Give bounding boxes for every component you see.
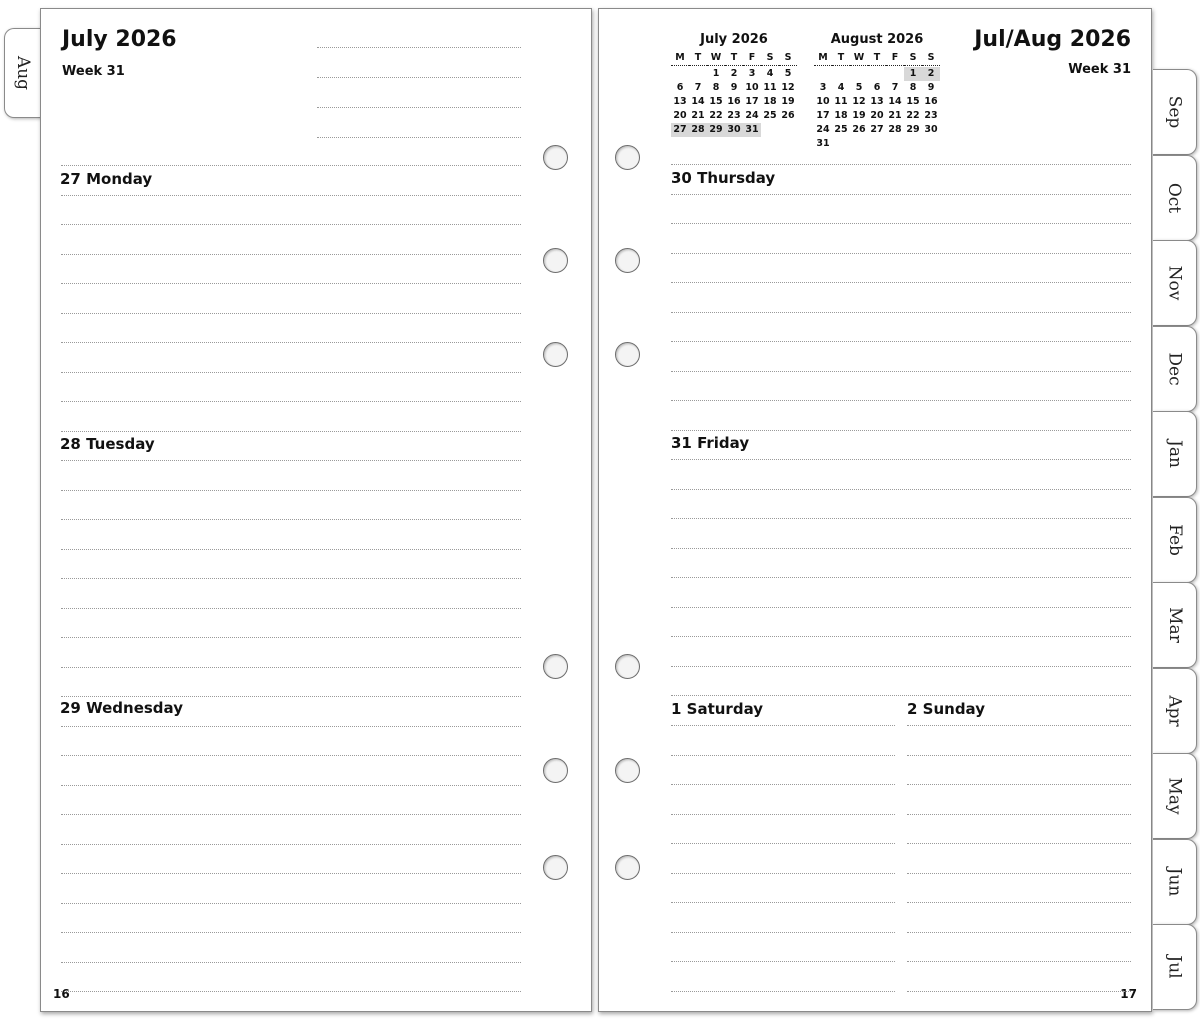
calendar-day[interactable]: 24 (745, 110, 759, 121)
month-tab-apr[interactable] (1153, 668, 1197, 754)
writing-line[interactable] (671, 991, 895, 992)
empty-cell (671, 67, 689, 81)
left-planner-page (40, 8, 592, 1012)
writing-line[interactable] (61, 962, 521, 963)
empty-cell (689, 67, 707, 81)
calendar-day[interactable]: 2 (730, 68, 738, 79)
day-header-sunday: 2 Sunday (907, 700, 985, 718)
calendar-day[interactable]: 11 (834, 96, 848, 107)
writing-line[interactable] (671, 312, 1131, 313)
writing-line[interactable] (907, 725, 1131, 726)
calendar-day[interactable]: 10 (745, 82, 759, 93)
writing-line[interactable] (907, 991, 1131, 992)
calendar-day[interactable]: 26 (852, 124, 866, 135)
mini-calendar-title: August 2026 (830, 32, 924, 47)
empty-cell (868, 67, 886, 81)
writing-line[interactable] (671, 282, 1131, 283)
calendar-day[interactable]: 16 (924, 96, 938, 107)
day-header-wednesday: 29 Wednesday (60, 699, 183, 717)
empty-cell (886, 67, 904, 81)
writing-line[interactable] (671, 194, 1131, 195)
writing-line[interactable] (317, 107, 521, 108)
calendar-day[interactable]: 15 (709, 96, 723, 107)
writing-line[interactable] (671, 961, 895, 962)
writing-line[interactable] (317, 137, 521, 138)
month-tab-label: Jan (1164, 440, 1185, 468)
writing-line[interactable] (61, 519, 521, 520)
binder-hole (615, 855, 640, 880)
binder-hole (543, 145, 568, 170)
calendar-day[interactable]: 31 (816, 138, 830, 149)
month-tab-feb[interactable] (1153, 497, 1197, 583)
writing-line[interactable] (907, 961, 1131, 962)
writing-line[interactable] (671, 518, 1131, 519)
month-tab-label: Mar (1164, 607, 1185, 643)
calendar-day[interactable]: 13 (673, 96, 687, 107)
month-tab-jun[interactable] (1153, 839, 1197, 925)
month-tab-label: Oct (1164, 182, 1185, 213)
calendar-day[interactable]: 5 (784, 68, 792, 79)
writing-line[interactable] (61, 195, 521, 196)
weekday-label: F (743, 51, 761, 66)
calendar-day[interactable]: 28 (689, 123, 707, 137)
calendar-day[interactable]: 10 (816, 96, 830, 107)
calendar-day[interactable]: 31 (743, 123, 761, 137)
calendar-day[interactable]: 5 (855, 82, 863, 93)
month-tab-may[interactable] (1153, 753, 1197, 839)
writing-line[interactable] (671, 843, 895, 844)
mini-calendar-grid (671, 51, 797, 137)
writing-line[interactable] (671, 164, 1131, 165)
writing-line[interactable] (61, 460, 521, 461)
day-header-thursday: 30 Thursday (671, 169, 776, 187)
writing-line[interactable] (671, 253, 1131, 254)
calendar-day[interactable]: 18 (834, 110, 848, 121)
month-tab-label: Aug (12, 55, 33, 91)
writing-line[interactable] (61, 578, 521, 579)
writing-line[interactable] (671, 548, 1131, 549)
week-label: Week 31 (1068, 62, 1131, 77)
empty-cell (832, 67, 850, 81)
calendar-day[interactable]: 12 (781, 82, 795, 93)
calendar-day[interactable]: 12 (852, 96, 866, 107)
weekday-label: W (850, 51, 868, 66)
calendar-day[interactable]: 22 (906, 110, 920, 121)
binder-hole (615, 248, 640, 273)
page-number: 16 (53, 987, 70, 1001)
weekday-label: T (689, 51, 707, 66)
writing-line[interactable] (671, 666, 1131, 667)
month-tab-label: Feb (1164, 523, 1185, 556)
calendar-day[interactable]: 11 (763, 82, 777, 93)
writing-line[interactable] (61, 165, 521, 166)
writing-line[interactable] (671, 341, 1131, 342)
calendar-day[interactable]: 24 (816, 124, 830, 135)
writing-line[interactable] (61, 372, 521, 373)
month-tab-jan[interactable] (1153, 411, 1197, 497)
writing-line[interactable] (61, 696, 521, 697)
binder-hole (615, 654, 640, 679)
mini-calendar-july (671, 31, 797, 137)
calendar-day[interactable]: 28 (888, 124, 902, 135)
calendar-day[interactable]: 4 (837, 82, 845, 93)
writing-line[interactable] (61, 667, 521, 668)
writing-line[interactable] (61, 283, 521, 284)
weekday-label: S (779, 51, 797, 66)
mini-calendar-august (814, 31, 940, 151)
month-tab-label: Jun (1164, 867, 1185, 896)
writing-line[interactable] (907, 932, 1131, 933)
calendar-day[interactable]: 14 (691, 96, 705, 107)
binder-hole (615, 145, 640, 170)
day-header-saturday: 1 Saturday (671, 700, 764, 718)
calendar-day[interactable]: 6 (873, 82, 881, 93)
writing-line[interactable] (61, 726, 521, 727)
writing-line[interactable] (671, 725, 895, 726)
calendar-day[interactable]: 19 (781, 96, 795, 107)
writing-line[interactable] (61, 254, 521, 255)
calendar-day[interactable]: 4 (766, 68, 774, 79)
writing-line[interactable] (61, 844, 521, 845)
calendar-day[interactable]: 1 (904, 67, 922, 81)
calendar-day[interactable]: 2 (922, 67, 940, 81)
weekday-label: M (671, 51, 689, 66)
writing-line[interactable] (671, 755, 895, 756)
writing-line[interactable] (671, 695, 1131, 696)
writing-line[interactable] (671, 902, 895, 903)
writing-line[interactable] (671, 489, 1131, 490)
calendar-day[interactable]: 29 (707, 123, 725, 137)
calendar-day[interactable]: 3 (819, 82, 827, 93)
day-header-tuesday: 28 Tuesday (60, 435, 155, 453)
writing-line[interactable] (61, 637, 521, 638)
calendar-day[interactable]: 7 (891, 82, 899, 93)
mini-calendar-title: July 2026 (700, 32, 768, 47)
calendar-day[interactable]: 20 (673, 110, 687, 121)
writing-line[interactable] (671, 873, 895, 874)
writing-line[interactable] (61, 755, 521, 756)
calendar-day[interactable]: 17 (816, 110, 830, 121)
writing-line[interactable] (907, 814, 1131, 815)
calendar-day[interactable]: 27 (671, 123, 689, 137)
calendar-day[interactable]: 6 (676, 82, 684, 93)
writing-line[interactable] (671, 430, 1131, 431)
calendar-day[interactable]: 16 (727, 96, 741, 107)
writing-line[interactable] (671, 784, 895, 785)
right-planner-page (598, 8, 1152, 1012)
writing-line[interactable] (671, 636, 1131, 637)
calendar-day[interactable]: 14 (888, 96, 902, 107)
writing-line[interactable] (671, 459, 1131, 460)
weekday-label: F (886, 51, 904, 66)
month-tab-aug[interactable] (4, 28, 41, 118)
calendar-day[interactable]: 7 (694, 82, 702, 93)
calendar-day[interactable]: 22 (709, 110, 723, 121)
writing-line[interactable] (61, 431, 521, 432)
page-number: 17 (1120, 987, 1137, 1001)
calendar-day[interactable]: 17 (745, 96, 759, 107)
calendar-day[interactable]: 18 (763, 96, 777, 107)
calendar-day[interactable]: 21 (691, 110, 705, 121)
calendar-day[interactable]: 8 (909, 82, 917, 93)
mini-calendar-grid (814, 51, 940, 151)
writing-line[interactable] (907, 755, 1131, 756)
weekday-label: T (725, 51, 743, 66)
month-tab-sep[interactable] (1153, 69, 1197, 155)
calendar-day[interactable]: 27 (870, 124, 884, 135)
calendar-day[interactable]: 1 (712, 68, 720, 79)
weekday-label: S (761, 51, 779, 66)
writing-line[interactable] (61, 991, 521, 992)
weekday-label: T (832, 51, 850, 66)
calendar-day[interactable]: 19 (852, 110, 866, 121)
binder-hole (543, 758, 568, 783)
weekday-label: T (868, 51, 886, 66)
binder-hole (615, 758, 640, 783)
day-header-monday: 27 Monday (60, 170, 153, 188)
calendar-day[interactable]: 3 (748, 68, 756, 79)
calendar-day[interactable]: 9 (730, 82, 738, 93)
writing-line[interactable] (61, 549, 521, 550)
writing-line[interactable] (61, 342, 521, 343)
month-tab-oct[interactable] (1153, 155, 1197, 241)
calendar-day[interactable]: 20 (870, 110, 884, 121)
writing-line[interactable] (61, 224, 521, 225)
writing-line[interactable] (671, 607, 1131, 608)
month-tab-dec[interactable] (1153, 326, 1197, 412)
writing-line[interactable] (61, 903, 521, 904)
weekday-label: S (904, 51, 922, 66)
month-tab-label: May (1164, 777, 1185, 815)
empty-cell (850, 67, 868, 81)
month-tab-label: Dec (1164, 351, 1185, 386)
calendar-day[interactable]: 29 (906, 124, 920, 135)
writing-line[interactable] (61, 490, 521, 491)
calendar-day[interactable]: 23 (727, 110, 741, 121)
writing-line[interactable] (671, 400, 1131, 401)
calendar-day[interactable]: 21 (888, 110, 902, 121)
writing-line[interactable] (907, 843, 1131, 844)
weekday-label: M (814, 51, 832, 66)
calendar-day[interactable]: 23 (924, 110, 938, 121)
day-header-friday: 31 Friday (671, 434, 750, 452)
calendar-day[interactable]: 30 (924, 124, 938, 135)
writing-line[interactable] (317, 77, 521, 78)
binder-hole (615, 342, 640, 367)
month-tab-label: Jul (1164, 955, 1185, 979)
calendar-day[interactable]: 25 (834, 124, 848, 135)
writing-line[interactable] (61, 313, 521, 314)
month-tab-mar[interactable] (1153, 582, 1197, 668)
calendar-day[interactable]: 25 (763, 110, 777, 121)
writing-line[interactable] (907, 784, 1131, 785)
page-title: July 2026 (62, 27, 177, 52)
week-label: Week 31 (62, 64, 125, 79)
writing-line[interactable] (671, 932, 895, 933)
binder-hole (543, 342, 568, 367)
writing-line[interactable] (671, 577, 1131, 578)
writing-line[interactable] (671, 814, 895, 815)
writing-line[interactable] (61, 785, 521, 786)
month-tab-jul[interactable] (1153, 924, 1197, 1010)
page-title: Jul/Aug 2026 (974, 27, 1131, 52)
empty-cell (814, 67, 832, 81)
writing-line[interactable] (907, 902, 1131, 903)
weekday-label: S (922, 51, 940, 66)
binder-hole (543, 855, 568, 880)
writing-line[interactable] (61, 814, 521, 815)
writing-line[interactable] (61, 932, 521, 933)
calendar-day[interactable]: 30 (725, 123, 743, 137)
binder-hole (543, 248, 568, 273)
month-tab-label: Sep (1164, 95, 1185, 129)
calendar-day[interactable]: 8 (712, 82, 720, 93)
month-tab-nov[interactable] (1153, 240, 1197, 326)
writing-line[interactable] (317, 47, 521, 48)
calendar-day[interactable]: 15 (906, 96, 920, 107)
calendar-day[interactable]: 13 (870, 96, 884, 107)
writing-line[interactable] (671, 371, 1131, 372)
writing-line[interactable] (61, 401, 521, 402)
month-tab-label: Nov (1164, 265, 1185, 301)
binder-hole (543, 654, 568, 679)
writing-line[interactable] (61, 873, 521, 874)
calendar-day[interactable]: 9 (927, 82, 935, 93)
calendar-day[interactable]: 26 (781, 110, 795, 121)
writing-line[interactable] (907, 873, 1131, 874)
writing-line[interactable] (61, 608, 521, 609)
weekday-label: W (707, 51, 725, 66)
writing-line[interactable] (671, 223, 1131, 224)
month-tab-label: Apr (1164, 694, 1185, 727)
